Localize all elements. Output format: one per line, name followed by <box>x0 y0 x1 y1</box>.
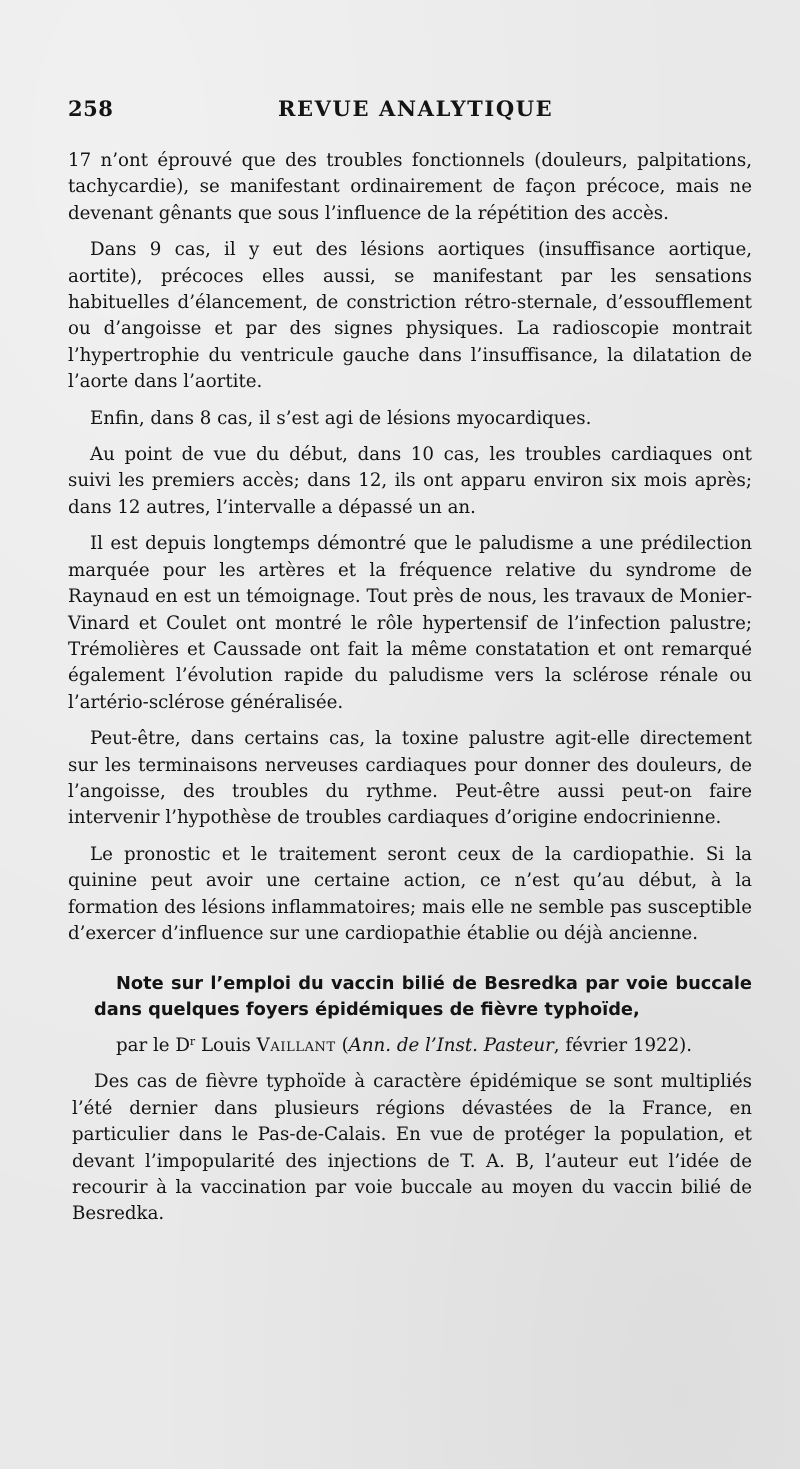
article-title: Note sur l’emploi du vaccin bilié de Besredka par voie buccale dans quelques foyers épidémiques de fièvre typhoïde, <box>94 973 752 1021</box>
page-header <box>68 96 748 126</box>
page-number: 258 <box>68 96 114 121</box>
byline-prefix: par le D <box>116 1035 190 1057</box>
byline-surname: Vaillant <box>256 1035 336 1057</box>
paragraph-2: Dans 9 cas, il y eut des lésions aortiques (insuffisance aortique, aortite), précoces elles aussi, se manifestant par les sensations habituelles d’élancement, de constriction rétro-sternale, d’essoufflement ou d’angoisse et par des signes physiques. La radioscopie montrait l’hypertrophie du ventricule gauche dans l’insuffisance, la dilatation de l’aorte dans l’aortite. <box>68 239 752 393</box>
paragraph-1: 17 n’ont éprouvé que des troubles fonctionnels (douleurs, palpitations, tachycardie), se manifestant ordinairement de façon précoce, mais ne devenant gênants que sous l’influence de la répétition des accès. <box>68 150 752 224</box>
article-abstract <box>68 971 752 1227</box>
paragraph-6: Peut-être, dans certains cas, la toxine palustre agit-elle directement sur les terminaisons nerveuses cardiaques pour donner des douleurs, de l’angoisse, des troubles du rythme. Peut-être aussi peut-on faire intervenir l’hypothèse de troubles cardiaques d’origine endocrinienne. <box>68 728 752 829</box>
byline-sup: r <box>189 1035 196 1049</box>
paragraph-7: Le pronostic et le traitement seront ceux de la cardiopathie. Si la quinine peut avoir une certaine action, ce n’est qu’au début, à la formation des lésions inflammatoires; mais elle ne semble pas susceptible d’exercer d’influence sur une cardiopathie établie ou déjà ancienne. <box>68 843 752 944</box>
byline-firstname: Louis <box>195 1035 257 1057</box>
paragraph-3: Enfin, dans 8 cas, il s’est agi de lésions myocardiques. <box>90 407 592 429</box>
running-title: REVUE ANALYTIQUE <box>278 96 554 121</box>
byline-date: , février 1922). <box>553 1035 693 1057</box>
byline-journal: Ann. de l’Inst. Pasteur <box>348 1035 554 1057</box>
byline-open: ( <box>335 1035 349 1057</box>
article-text: Des cas de fièvre typhoïde à caractère épidémique se sont multipliés l’été dernier dans plusieurs régions dévastées de la France, en particulier dans le Pas-de-Calais. En vue de protéger la population, et devant l’impopularité des injections de T. A. B, l’auteur eut l’idée de recourir à la vaccination par voie buccale au moyen du vaccin bilié de Besredka. <box>72 1071 752 1225</box>
page-body <box>68 148 752 1238</box>
paragraph-5: Il est depuis longtemps démontré que le paludisme a une prédilection marquée pour les artères et la fréquence relative du syndrome de Raynaud en est un témoignage. Tout près de nous, les travaux de Monier-Vinard et Coulet ont montré le rôle hypertensif de l’infection palustre; Trémolières et Caussade ont fait la même constatation et ont remarqué également l’évolution rapide du paludisme vers la sclérose rénale ou l’artério-sclérose généralisée. <box>68 533 752 713</box>
article-byline <box>72 1033 752 1059</box>
paragraph-4: Au point de vue du début, dans 10 cas, les troubles cardiaques ont suivi les premiers accès; dans 12, ils ont apparu environ six mois après; dans 12 autres, l’intervalle a dépassé un an. <box>68 444 752 518</box>
